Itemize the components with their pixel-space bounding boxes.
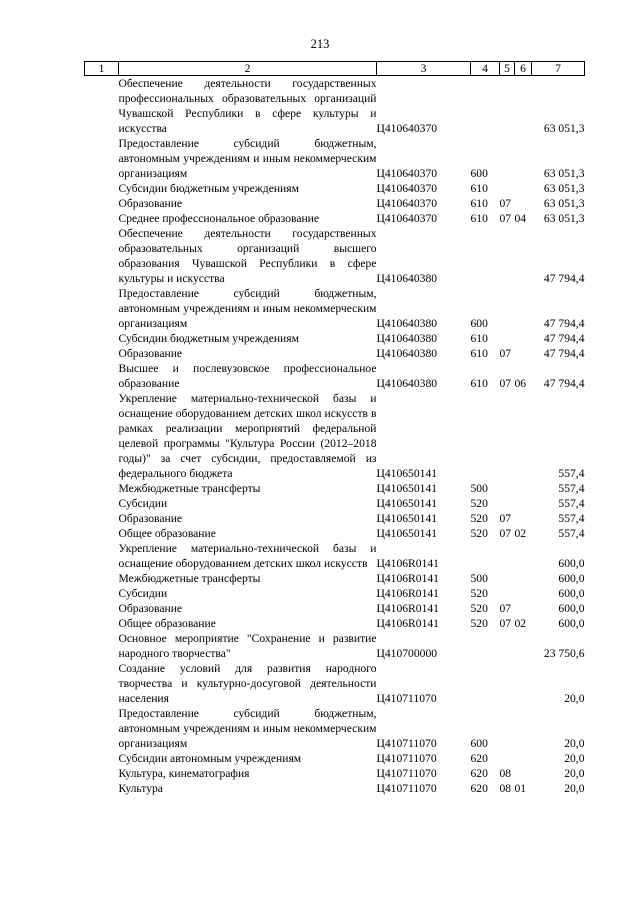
row-number xyxy=(85,286,119,331)
column-header-4: 4 xyxy=(471,62,500,76)
row-col6 xyxy=(515,586,532,601)
row-col6 xyxy=(515,601,532,616)
row-col6 xyxy=(515,196,532,211)
row-name: Субсидии бюджетным учреждениям xyxy=(118,332,299,345)
row-name: Субсидии xyxy=(118,587,168,600)
row-name: Образование xyxy=(118,512,183,525)
table-row xyxy=(85,181,585,196)
row-number xyxy=(85,361,119,391)
row-col5: 08 xyxy=(499,767,512,780)
row-name: Предоставление субсидий бюджетным, автономным учреждениям и иным некоммерческим организациям xyxy=(118,707,377,750)
row-amount: 63 051,3 xyxy=(543,167,585,180)
row-number xyxy=(85,601,119,616)
row-col5: 07 xyxy=(499,347,512,360)
row-col6: 06 xyxy=(514,377,527,390)
row-col6 xyxy=(515,661,532,706)
row-amount: 20,0 xyxy=(564,782,585,795)
row-col6 xyxy=(515,181,532,196)
row-col5: 07 xyxy=(499,512,512,525)
row-name: Культура, кинематография xyxy=(118,767,250,780)
table-row xyxy=(85,661,585,706)
row-col4: 610 xyxy=(470,212,488,225)
table-row xyxy=(85,586,585,601)
row-amount: 20,0 xyxy=(564,767,585,780)
row-number xyxy=(85,706,119,751)
row-col5 xyxy=(500,496,515,511)
table-row xyxy=(85,766,585,781)
row-code: Ц410650141 xyxy=(376,497,438,510)
row-col5 xyxy=(500,481,515,496)
row-col4: 520 xyxy=(470,512,488,525)
row-col4: 520 xyxy=(470,617,488,630)
row-number xyxy=(85,586,119,601)
row-col6 xyxy=(515,76,532,137)
row-col5 xyxy=(500,631,515,661)
row-number xyxy=(85,226,119,286)
row-code: Ц410640380 xyxy=(376,377,438,390)
table-row xyxy=(85,751,585,766)
column-header-3: 3 xyxy=(377,62,471,76)
row-col4 xyxy=(471,391,500,481)
row-col5 xyxy=(500,286,515,331)
row-code: Ц4106R0141 xyxy=(376,587,439,600)
row-code: Ц4106R0141 xyxy=(376,602,439,615)
row-col5: 07 xyxy=(499,377,512,390)
row-number xyxy=(85,751,119,766)
row-col4: 500 xyxy=(470,572,488,585)
row-name: Среднее профессиональное образование xyxy=(118,212,320,225)
row-number xyxy=(85,391,119,481)
row-amount: 47 794,4 xyxy=(543,272,585,285)
column-header-7: 7 xyxy=(532,62,585,76)
row-code: Ц410650141 xyxy=(376,482,438,495)
row-number xyxy=(85,511,119,526)
table-row xyxy=(85,631,585,661)
row-name: Образование xyxy=(118,602,183,615)
column-header-1: 1 xyxy=(85,62,119,76)
row-col4: 600 xyxy=(470,737,488,750)
row-amount: 23 750,6 xyxy=(543,647,585,660)
row-code: Ц410640370 xyxy=(376,212,438,225)
row-name: Межбюджетные трансферты xyxy=(118,572,261,585)
row-amount: 557,4 xyxy=(558,482,585,495)
row-code: Ц410640380 xyxy=(376,272,438,285)
row-amount: 20,0 xyxy=(564,737,585,750)
row-code: Ц410711070 xyxy=(376,737,437,750)
row-col5 xyxy=(500,136,515,181)
row-name: Предоставление субсидий бюджетным, автономным учреждениям и иным некоммерческим организациям xyxy=(118,287,377,330)
row-number xyxy=(85,136,119,181)
row-code: Ц410711070 xyxy=(376,782,437,795)
row-col5 xyxy=(500,181,515,196)
table-row xyxy=(85,136,585,181)
row-amount: 47 794,4 xyxy=(543,317,585,330)
row-col4: 500 xyxy=(470,482,488,495)
row-code: Ц410640380 xyxy=(376,347,438,360)
row-name: Обеспечение деятельности государственных образовательных организаций высшего образования Чувашской Республики в сфере культуры и искусства xyxy=(118,227,377,285)
page-number: 213 xyxy=(310,37,330,51)
row-col4 xyxy=(471,631,500,661)
row-name: Образование xyxy=(118,347,183,360)
row-name: Образование xyxy=(118,197,183,210)
row-number xyxy=(85,616,119,631)
row-col4: 620 xyxy=(470,752,488,765)
row-col5 xyxy=(500,391,515,481)
row-amount: 63 051,3 xyxy=(543,122,585,135)
row-col5 xyxy=(500,76,515,137)
row-col6 xyxy=(515,226,532,286)
row-col6 xyxy=(515,511,532,526)
row-col5 xyxy=(500,706,515,751)
row-code: Ц410711070 xyxy=(376,767,437,780)
row-col5: 07 xyxy=(499,527,512,540)
row-name: Обеспечение деятельности государственных профессиональных образовательных организаций Чувашской Республики в сфере культуры и искусства xyxy=(118,77,377,135)
row-amount: 600,0 xyxy=(558,617,585,630)
row-code: Ц410650141 xyxy=(376,527,438,540)
row-amount: 600,0 xyxy=(558,557,585,570)
row-col6 xyxy=(515,136,532,181)
row-code: Ц410711070 xyxy=(376,752,437,765)
row-number xyxy=(85,181,119,196)
table-row xyxy=(85,496,585,511)
row-number xyxy=(85,211,119,226)
table-row xyxy=(85,616,585,631)
header-row xyxy=(85,62,585,76)
row-col6 xyxy=(515,331,532,346)
row-name: Высшее и послевузовское профессиональное образование xyxy=(118,362,377,390)
row-amount: 557,4 xyxy=(558,467,585,480)
row-name: Культура xyxy=(118,782,163,795)
row-amount: 600,0 xyxy=(558,602,585,615)
row-amount: 63 051,3 xyxy=(543,182,585,195)
row-col6 xyxy=(515,631,532,661)
row-col4: 520 xyxy=(470,527,488,540)
row-number xyxy=(85,541,119,571)
row-col4: 600 xyxy=(470,167,488,180)
table-row xyxy=(85,211,585,226)
row-col6 xyxy=(515,481,532,496)
row-number xyxy=(85,496,119,511)
table-row xyxy=(85,481,585,496)
row-amount: 47 794,4 xyxy=(543,332,585,345)
row-name: Создание условий для развития народного творчества и культурно-досуговой деятельности населения xyxy=(118,662,377,705)
row-amount: 600,0 xyxy=(558,587,585,600)
table-row xyxy=(85,781,585,796)
row-code: Ц410640370 xyxy=(376,182,438,195)
row-col6 xyxy=(515,766,532,781)
row-col5 xyxy=(500,586,515,601)
row-number xyxy=(85,346,119,361)
row-col4: 520 xyxy=(470,497,488,510)
row-col6: 04 xyxy=(514,212,527,225)
row-name: Субсидии автономным учреждениям xyxy=(118,752,302,765)
column-header-6: 6 xyxy=(515,62,532,76)
row-amount: 63 051,3 xyxy=(543,197,585,210)
row-number xyxy=(85,481,119,496)
row-code: Ц410700000 xyxy=(376,647,438,660)
table-row xyxy=(85,196,585,211)
table-row xyxy=(85,706,585,751)
row-col5: 07 xyxy=(499,212,512,225)
row-code: Ц410650141 xyxy=(376,512,438,525)
row-code: Ц410640370 xyxy=(376,197,438,210)
row-col4 xyxy=(471,76,500,137)
row-col4: 600 xyxy=(470,317,488,330)
row-name: Предоставление субсидий бюджетным, автономным учреждениям и иным некоммерческим организациям xyxy=(118,137,377,180)
row-col4: 520 xyxy=(470,602,488,615)
row-col6 xyxy=(515,706,532,751)
row-col4 xyxy=(471,661,500,706)
table-row xyxy=(85,331,585,346)
row-col4: 610 xyxy=(470,197,488,210)
row-name: Субсидии xyxy=(118,497,168,510)
row-name: Укрепление материально-технической базы и оснащение оборудованием детских школ искусств в рамках реализации мероприятий федеральной целевой программы "Культура России (2012–2018 годы)" за счет субсидии, предоставляемой из федерального бюджета xyxy=(118,392,377,480)
budget-table xyxy=(84,61,585,796)
row-name: Общее образование xyxy=(118,527,216,540)
row-code: Ц4106R0141 xyxy=(376,557,439,570)
row-col6 xyxy=(515,751,532,766)
row-col4 xyxy=(471,226,500,286)
row-name: Общее образование xyxy=(118,617,216,630)
row-amount: 63 051,3 xyxy=(543,212,585,225)
row-col6 xyxy=(515,571,532,586)
row-amount: 600,0 xyxy=(558,572,585,585)
table-row xyxy=(85,361,585,391)
row-col4: 610 xyxy=(470,332,488,345)
row-col4: 610 xyxy=(470,377,488,390)
table-row xyxy=(85,391,585,481)
row-col5 xyxy=(500,331,515,346)
table-row xyxy=(85,346,585,361)
row-amount: 557,4 xyxy=(558,512,585,525)
table-row xyxy=(85,286,585,331)
row-col4: 520 xyxy=(470,587,488,600)
row-col5: 07 xyxy=(499,617,512,630)
row-amount: 20,0 xyxy=(564,692,585,705)
row-col5: 07 xyxy=(499,602,512,615)
row-col5 xyxy=(500,751,515,766)
table-header xyxy=(85,62,585,76)
row-number xyxy=(85,571,119,586)
row-number xyxy=(85,631,119,661)
row-code: Ц410640370 xyxy=(376,167,438,180)
table-row xyxy=(85,76,585,137)
row-number xyxy=(85,661,119,706)
table-row xyxy=(85,541,585,571)
row-amount: 47 794,4 xyxy=(543,347,585,360)
row-number xyxy=(85,781,119,796)
row-code: Ц410640380 xyxy=(376,332,438,345)
row-col4: 620 xyxy=(470,767,488,780)
row-name: Основное мероприятие "Сохранение и развитие народного творчества" xyxy=(118,632,377,660)
row-col4: 610 xyxy=(470,182,488,195)
table-row xyxy=(85,511,585,526)
column-header-2: 2 xyxy=(119,62,377,76)
row-number xyxy=(85,766,119,781)
row-col6: 02 xyxy=(514,527,527,540)
row-col5 xyxy=(500,541,515,571)
row-code: Ц4106R0141 xyxy=(376,617,439,630)
row-col6 xyxy=(515,496,532,511)
table-row xyxy=(85,226,585,286)
row-name: Субсидии бюджетным учреждениям xyxy=(118,182,299,195)
table-row xyxy=(85,601,585,616)
row-code: Ц410640370 xyxy=(376,122,438,135)
row-number xyxy=(85,196,119,211)
row-name: Межбюджетные трансферты xyxy=(118,482,261,495)
row-col6 xyxy=(515,541,532,571)
row-code: Ц410711070 xyxy=(376,692,437,705)
row-col6: 02 xyxy=(514,617,527,630)
table-row xyxy=(85,526,585,541)
table-row xyxy=(85,571,585,586)
column-header-5: 5 xyxy=(500,62,515,76)
row-col4 xyxy=(471,541,500,571)
row-amount: 557,4 xyxy=(558,527,585,540)
row-name: Укрепление материально-технической базы и оснащение оборудованием детских школ искусств xyxy=(118,542,377,570)
row-col5: 07 xyxy=(499,197,512,210)
row-col5: 08 xyxy=(499,782,512,795)
row-amount: 20,0 xyxy=(564,752,585,765)
row-code: Ц4106R0141 xyxy=(376,572,439,585)
row-number xyxy=(85,526,119,541)
row-col5 xyxy=(500,571,515,586)
row-col6 xyxy=(515,391,532,481)
row-number xyxy=(85,76,119,137)
row-code: Ц410650141 xyxy=(376,467,438,480)
row-col6 xyxy=(515,346,532,361)
row-col6 xyxy=(515,286,532,331)
row-col6: 01 xyxy=(514,782,527,795)
row-code: Ц410640380 xyxy=(376,317,438,330)
row-amount: 557,4 xyxy=(558,497,585,510)
table-body xyxy=(85,76,585,797)
row-amount: 47 794,4 xyxy=(543,377,585,390)
row-col5 xyxy=(500,226,515,286)
row-col5 xyxy=(500,661,515,706)
row-col4: 610 xyxy=(470,347,488,360)
row-number xyxy=(85,331,119,346)
row-col4: 620 xyxy=(470,782,488,795)
